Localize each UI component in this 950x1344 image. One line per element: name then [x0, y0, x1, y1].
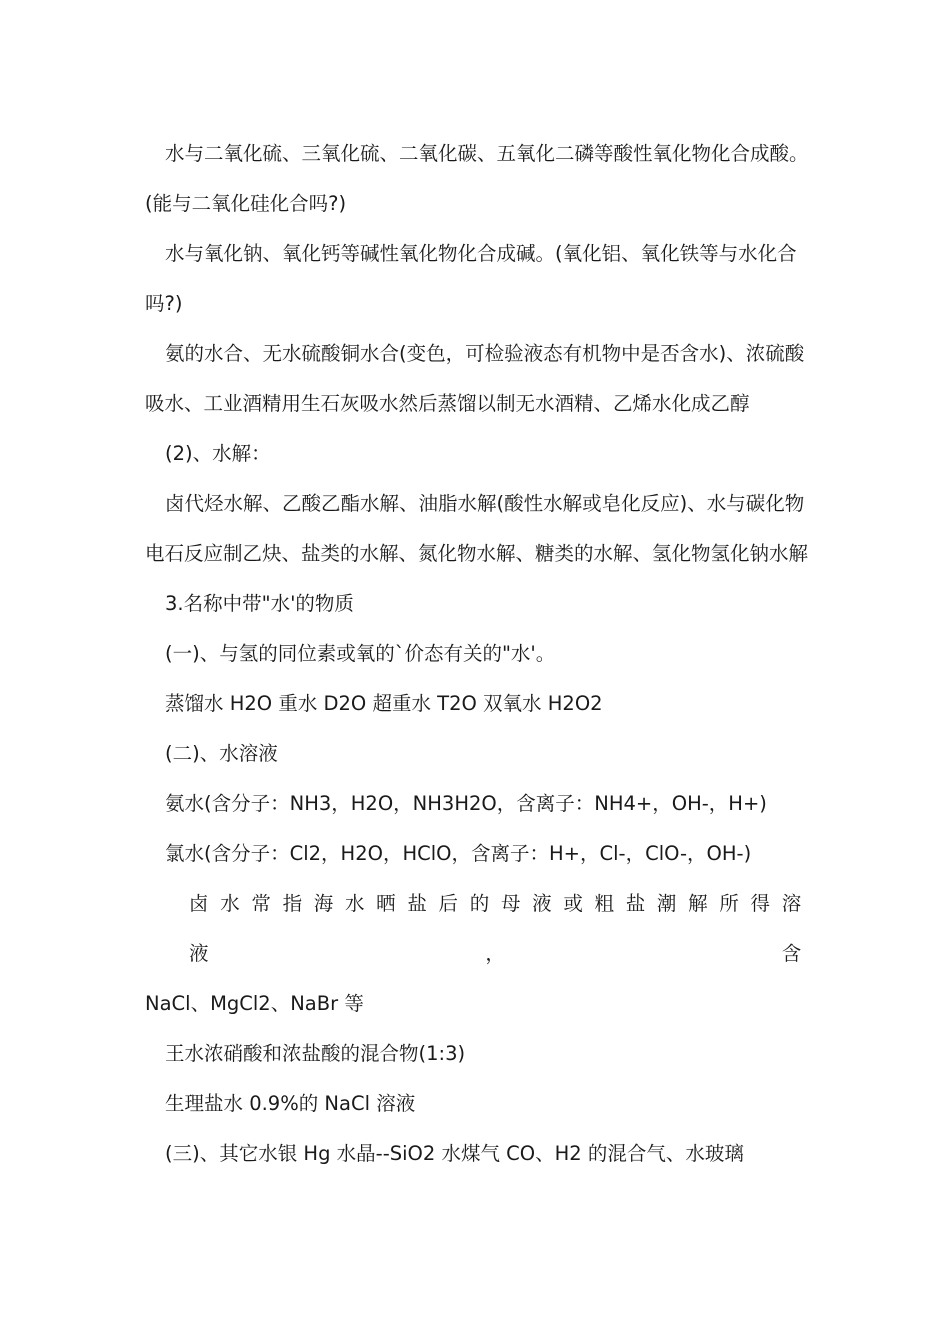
- paragraph-acidic-oxides: 水与二氧化硫、三氧化硫、二氧化碳、五氧化二磷等酸性氧化物化合成酸。(能与二氧化硅化合吗?): [145, 142, 809, 215]
- heading-isotope-water: (一)、与氢的同位素或氧的`价态有关的"水'。: [165, 642, 556, 665]
- paragraph-basic-oxides: 水与氧化钠、氧化钙等碱性氧化物化合成碱。(氧化铝、氧化铁等与水化合吗?): [145, 242, 797, 315]
- paragraph-aqua-regia: 王水浓硝酸和浓盐酸的混合物(1:3): [165, 1042, 466, 1065]
- paragraph-hydration: 氨的水合、无水硫酸铜水合(变色，可检验液态有机物中是否含水)、浓硫酸吸水、工业酒精用生石灰吸水然后蒸馏以制无水酒精、乙烯水化成乙醇: [145, 342, 805, 415]
- paragraph-hydrolysis: 卤代烃水解、乙酸乙酯水解、油脂水解(酸性水解或皂化反应)、水与碳化物电石反应制乙炔、盐类的水解、氮化物水解、糖类的水解、氢化物氢化钠水解: [145, 492, 809, 565]
- heading-water-named-substances: 3.名称中带"水'的物质: [165, 592, 354, 615]
- heading-hydrolysis: (2)、水解：: [165, 442, 271, 465]
- heading-aqueous-solutions: (二)、水溶液: [165, 742, 278, 765]
- paragraph-brine-line1: 卤水常指海水晒盐后的母液或粗盐潮解所得溶液，含: [189, 892, 810, 965]
- paragraph-brine: [145, 879, 810, 1029]
- paragraph-saline: 生理盐水 0.9%的 NaCl 溶液: [165, 1092, 416, 1115]
- paragraph-chlorine-water: 氯水(含分子：Cl2，H2O，HClO，含离子：H+，Cl-，ClO-，OH-): [165, 842, 752, 865]
- paragraph-others: (三)、其它水银 Hg 水晶--SiO2 水煤气 CO、H2 的混合气、水玻璃: [165, 1142, 744, 1165]
- paragraph-water-types: 蒸馏水 H2O 重水 D2O 超重水 T2O 双氧水 H2O2: [165, 692, 603, 715]
- paragraph-ammonia-water: 氨水(含分子：NH3，H2O，NH3H2O，含离子：NH4+，OH-，H+): [165, 792, 767, 815]
- document-body: [145, 129, 810, 1179]
- paragraph-brine-line2: NaCl、MgCl2、NaBr 等: [145, 992, 364, 1015]
